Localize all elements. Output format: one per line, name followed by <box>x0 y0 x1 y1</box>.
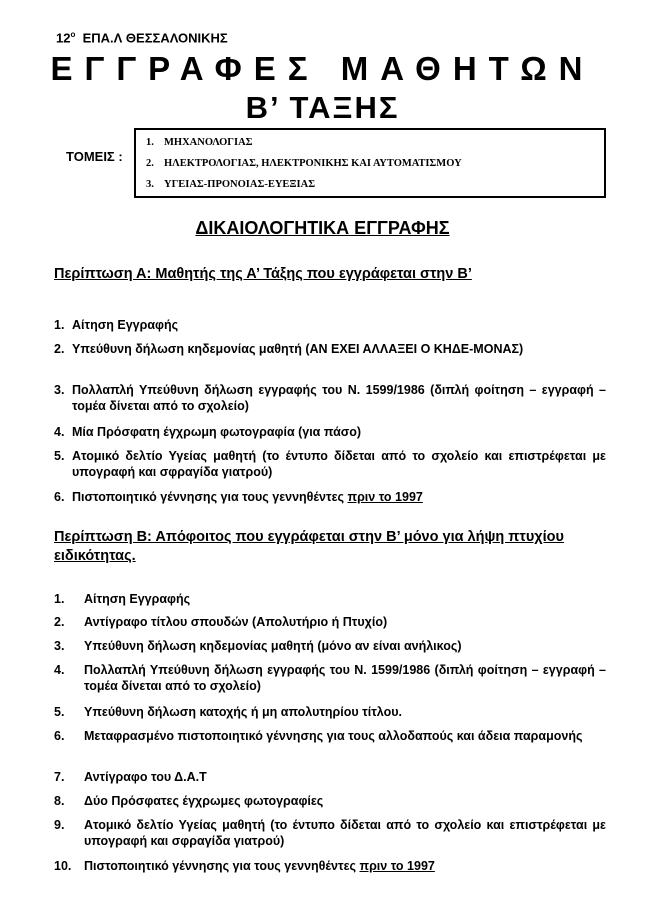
list-item: 1. Αίτηση Εγγραφής <box>54 318 179 332</box>
list-item: 3. Υπεύθυνη δήλωση κηδεμονίας μαθητή (μόνο αν είναι ανήλικος) <box>54 639 462 653</box>
list-item: 4. Πολλαπλή Υπεύθυνη δήλωση εγγραφής του Ν. 1599/1986 (διπλή φοίτηση – εγγραφή – τομέα δίνεται από το σχολείο) <box>54 663 606 693</box>
case-a-title: Περίπτωση Α: Μαθητής της Α’ Τάξης που εγγράφεται στην Β’ <box>54 266 472 282</box>
list-item: 6. Μεταφρασμένο πιστοποιητικό γέννησης για τους αλλοδαπούς και άδεια παραμονής <box>54 729 583 743</box>
documents-heading: ΔΙΚΑΙΟΛΟΓΗΤΙΚΑ ΕΓΓΡΑΦΗΣ <box>195 218 450 238</box>
list-item: 5. Υπεύθυνη δήλωση κατοχής ή μη απολυτηρίου τίτλου. <box>54 705 402 719</box>
list-item: 9. Ατομικό δελτίο Υγείας μαθητή (το έντυπο δίδεται από το σχολείο και επιστρέφεται με υπογραφή και σφραγίδα γιατρού) <box>54 818 606 848</box>
list-item: 1. Αίτηση Εγγραφής <box>54 592 191 606</box>
list-item: 10. Πιστοποιητικό γέννησης για τους γεννηθέντες πριν το 1997 <box>54 859 435 873</box>
page-title: ΕΓΓΡΑΦΕΣ ΜΑΘΗΤΩΝ <box>50 50 595 87</box>
page-subtitle: Β’ ΤΑΞΗΣ <box>245 90 400 125</box>
sectors-label: ΤΟΜΕΙΣ : <box>66 149 123 164</box>
list-item: 6. Πιστοποιητικό γέννησης για τους γεννηθέντες πριν το 1997 <box>54 490 423 504</box>
school-name: 12$^o$ ΕΠΑ.Λ ΘΕΣΣΑΛΟΝΙΚΗΣ <box>56 30 228 46</box>
list-item: 5. Ατομικό δελτίο Υγείας μαθητή (το έντυπο δίδεται από το σχολείο και επιστρέφεται με υπογραφή και σφραγίδα γιατρού) <box>54 449 606 479</box>
sector-item: 1. ΜΗΧΑΝΟΛΟΓΙΑΣ <box>146 137 253 148</box>
list-item: 8. Δύο Πρόσφατες έγχρωμες φωτογραφίες <box>54 794 324 808</box>
list-item: 2. Υπεύθυνη δήλωση κηδεμονίας μαθητή (ΑΝ ΕΧΕΙ ΑΛΛΑΞΕΙ Ο ΚΗΔΕ-ΜΟΝΑΣ) <box>54 342 524 356</box>
sector-item: 3. ΥΓΕΙΑΣ-ΠΡΟΝΟΙΑΣ-ΕΥΕΞΙΑΣ <box>146 179 316 190</box>
sectors-box <box>134 128 606 198</box>
sector-item: 2. ΗΛΕΚΤΡΟΛΟΓΙΑΣ, ΗΛΕΚΤΡΟΝΙΚΗΣ ΚΑΙ ΑΥΤΟΜΑΤΙΣΜΟΥ <box>146 158 462 169</box>
list-item: 2. Αντίγραφο τίτλου σπουδών (Απολυτήριο ή Πτυχίο) <box>54 615 388 629</box>
list-item: 7. Αντίγραφο του Δ.Α.Τ <box>54 770 207 784</box>
list-item: 3. Πολλαπλή Υπεύθυνη δήλωση εγγραφής του Ν. 1599/1986 (διπλή φοίτηση – εγγραφή – τομέα δίνεται από το σχολείο) <box>54 383 606 413</box>
case-b-title: Περίπτωση Β: Απόφοιτος που εγγράφεται στην Β’ μόνο για λήψη πτυχίου ειδικότητας. <box>54 529 564 564</box>
list-item: 4. Μία Πρόσφατη έγχρωμη φωτογραφία (για πάσο) <box>54 425 362 439</box>
